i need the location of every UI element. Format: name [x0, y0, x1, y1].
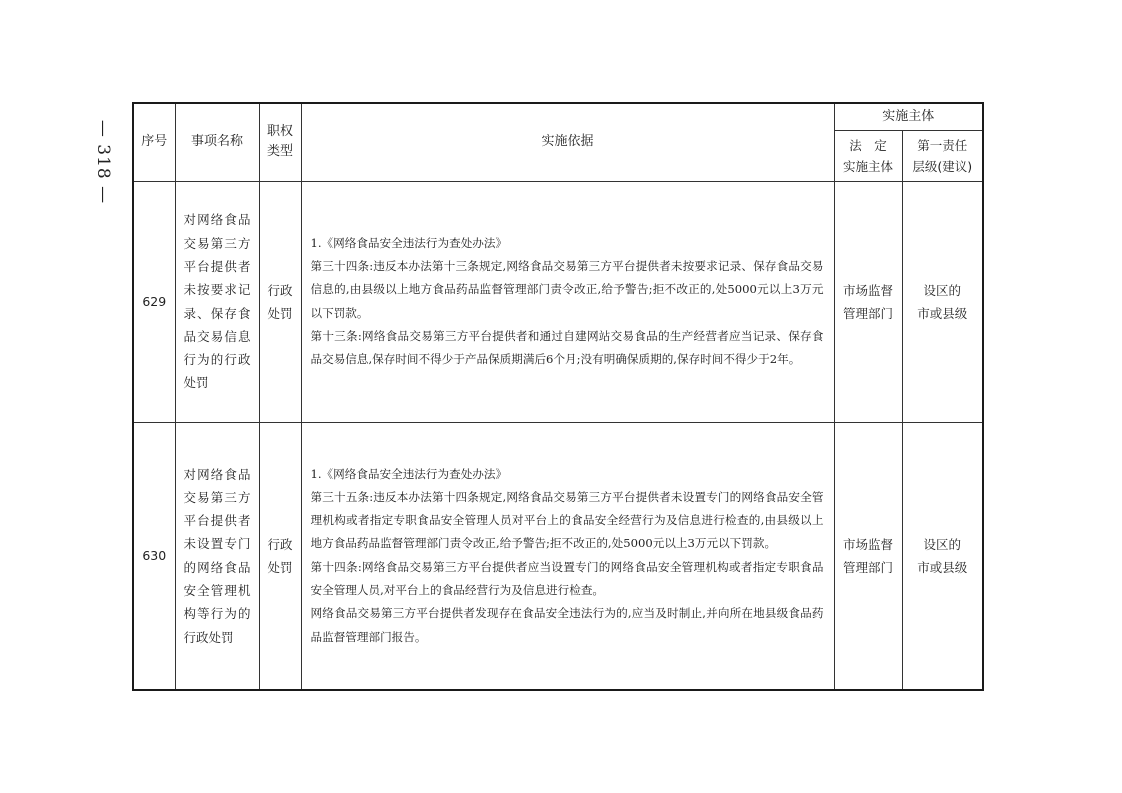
row-power-type-line2: 处罚 [267, 559, 293, 575]
header-subject-group: 实施主体 [834, 103, 983, 130]
row-power-type-line2: 处罚 [267, 305, 293, 321]
row-power-type [259, 181, 301, 422]
row-item-name: 对网络食品交易第三方平台提供者未按要求记录、保存食品交易信息行为的行政处罚 [175, 181, 259, 422]
matters-table [132, 102, 984, 691]
row-first-resp-line1: 设区的 [923, 536, 962, 552]
table-row [133, 422, 983, 690]
row-first-resp-line2: 市或县级 [917, 559, 968, 575]
row-power-type-line1: 行政 [267, 282, 293, 298]
row-first-resp-line2: 市或县级 [917, 305, 968, 321]
header-power-type-line2: 类型 [266, 144, 293, 160]
row-legal-subject [834, 422, 902, 690]
basis-paragraph: 1.《网络食品安全违法行为查处办法》 [310, 235, 508, 250]
header-legal-subject-line1: 法 定 [849, 137, 887, 153]
row-legal-subject-line1: 市场监督 [842, 282, 893, 298]
header-first-resp [902, 130, 983, 181]
basis-paragraph: 第三十四条:违反本办法第十三条规定,网络食品交易第三方平台提供者未按要求记录、保存食品交易信息的,由县级以上地方食品药品监督管理部门责令改正,给予警告;拒不改正的,处5000元以上3万元以下罚款。 [310, 258, 824, 320]
row-seq: 629 [133, 181, 175, 422]
header-first-resp-line1: 第一责任 [917, 137, 968, 153]
basis-paragraph: 第十三条:网络食品交易第三方平台提供者和通过自建网站交易食品的生产经营者应当记录、保存食品交易信息,保存时间不得少于产品保质期满后6个月;没有明确保质期的,保存时间不得少于2年。 [310, 328, 824, 367]
row-first-resp-line1: 设区的 [923, 282, 962, 298]
header-power-type [259, 103, 301, 181]
header-seq: 序号 [133, 103, 175, 181]
header-first-resp-line2: 层级(建议) [912, 158, 973, 174]
row-power-type-line1: 行政 [267, 536, 293, 552]
row-power-type [259, 422, 301, 690]
page-number-text: — 318 — [93, 119, 114, 205]
row-legal-subject-line2: 管理部门 [842, 559, 893, 575]
header-power-type-line1: 职权 [266, 124, 293, 140]
row-first-resp [902, 181, 983, 422]
header-basis: 实施依据 [301, 103, 834, 181]
basis-paragraph: 第十四条:网络食品交易第三方平台提供者应当设置专门的网络食品安全管理机构或者指定专职食品安全管理人员,对平台上的食品经营行为及信息进行检查。 [310, 559, 824, 598]
row-legal-subject-line2: 管理部门 [842, 305, 893, 321]
row-item-name: 对网络食品交易第三方平台提供者未设置专门的网络食品安全管理机构等行为的行政处罚 [175, 422, 259, 690]
header-legal-subject-line2: 实施主体 [842, 158, 893, 174]
basis-paragraph: 第三十五条:违反本办法第十四条规定,网络食品交易第三方平台提供者未设置专门的网络食品安全管理机构或者指定专职食品安全管理人员对平台上的食品安全经营行为及信息进行检查的,由县级以上地方食品药品监督管理部门责令改正,给予警告;拒不改正的,处5000元以上3万元以下罚款。 [310, 489, 824, 551]
basis-paragraph: 1.《网络食品安全违法行为查处办法》 [310, 466, 508, 481]
row-legal-subject-line1: 市场监督 [842, 536, 893, 552]
page-number [88, 112, 118, 212]
table-row [133, 181, 983, 422]
row-seq: 630 [133, 422, 175, 690]
basis-paragraph: 网络食品交易第三方平台提供者发现存在食品安全违法行为的,应当及时制止,并向所在地县级食品药品监督管理部门报告。 [310, 606, 824, 644]
row-legal-subject [834, 181, 902, 422]
header-legal-subject [834, 130, 902, 181]
row-basis [301, 422, 834, 690]
header-item-name: 事项名称 [175, 103, 259, 181]
row-first-resp [902, 422, 983, 690]
row-basis [301, 181, 834, 422]
